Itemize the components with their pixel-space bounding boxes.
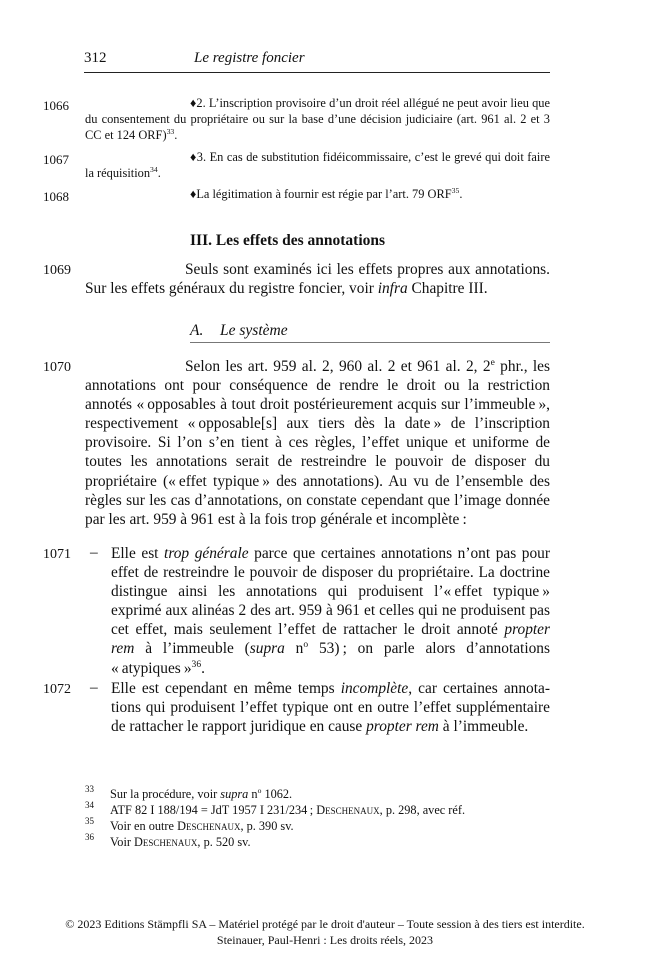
footnote-number: 36 bbox=[85, 832, 94, 842]
paragraph-1066: ♦2. L’inscription provisoire d’un droit réel allégué ne peut avoir lieu que du consentement du propriétaire ou sur la base d’une décision judiciaire (art. 961 al. 2 et 3 CC et 124 ORF)$^{33}$. bbox=[85, 96, 550, 142]
footnote-number: 33 bbox=[85, 784, 94, 794]
page-number: 312 bbox=[84, 50, 107, 66]
subsection-title: Le système bbox=[220, 322, 288, 339]
footnote-number: 35 bbox=[85, 816, 94, 826]
citation-line: Steinauer, Paul-Henri : Les droits réels, 2023 bbox=[216, 933, 434, 947]
copyright-notice: © 2023 Editions Stämpfli SA – Matériel protégé par le droit d'auteur – Toute session à des tiers est interdite. bbox=[65, 917, 585, 931]
footnote-ref-36: 36 bbox=[191, 658, 202, 670]
list-dash: – bbox=[90, 679, 98, 696]
margin-number-1071: 1071 bbox=[43, 547, 71, 562]
paragraph-1067: ♦3. En cas de substitution fidéicommissaire, c’est le grevé qui doit faire la réquisition$^{34}$. bbox=[85, 150, 550, 180]
margin-number-1072: 1072 bbox=[43, 682, 71, 697]
subsection-heading bbox=[190, 322, 550, 343]
list-dash: – bbox=[90, 544, 98, 561]
running-header bbox=[84, 50, 550, 73]
running-title: Le registre foncier bbox=[194, 50, 305, 66]
footnote-ref-33: 33 bbox=[166, 126, 175, 136]
paragraph-1068: ♦La légitimation à fournir est régie par l’art. 79 ORF$^{35}$. bbox=[190, 185, 463, 201]
footnote-number: 34 bbox=[85, 800, 94, 810]
section-heading: III. Les effets des annotations bbox=[190, 232, 386, 249]
paragraph-1070: Selon les art. 959 al. 2, 960 al. 2 et 961 al. 2, 2e phr., les annotations ont pour conséquence de rendre le droit ou la restriction annotés « opposables à tout droit postérieurement acquis sur l’immeuble », respectivement « opposable[s] aux tiers dès la date » de l’inscription provisoire. Si l’on s’en tient à ces règles, l’effet unique et uniforme de toutes les annotations serait de restreindre le pouvoir de disposer du propriétaire (« effet typique » des annotations). Au vu de l’ensemble des règles sur les cas d’annotations, on constate cependant que l’image donnée par les art. 959 à 961 est à la fois trop générale et incomplète : bbox=[85, 356, 551, 528]
list-item-1072: Elle est cependant en même temps incomplète, car certaines annotations qui produisent l’effet typique ont en outre l’effet supplémentaire de rattacher le rapport juridique en cause propter rem à l’immeuble. bbox=[111, 680, 550, 736]
margin-number-1067: 1067 bbox=[43, 152, 69, 167]
list-item-1071: Elle est trop générale parce que certaines annotations n’ont pas pour effet de restreindre le pouvoir de disposer du propriétaire. La doctrine distingue ainsi les annotations qui produisent l’« effet typique » exprimé aux alinéas 2 des art. 959 à 961 et celles qui ne produisent pas cet effet, mais seulement l’effet de rattacher le droit annoté propter rem à l’immeuble (supra $n^o$ 53) ; on parle alors d’annotations « atypiques »$^{36}$. bbox=[111, 545, 551, 677]
footnote-ref-34: 34 bbox=[150, 164, 158, 174]
subsection-letter: A. bbox=[190, 322, 204, 339]
margin-number-1068: 1068 bbox=[43, 189, 69, 204]
paragraph-1069: Seuls sont examinés ici les effets propres aux annotations. Sur les effets généraux du registre foncier, voir infra Chapitre III. bbox=[85, 261, 550, 298]
margin-number-1070: 1070 bbox=[43, 360, 71, 375]
margin-number-1066: 1066 bbox=[43, 98, 69, 113]
margin-number-1069: 1069 bbox=[43, 263, 71, 278]
footnote-ref-35: 35 bbox=[451, 185, 460, 195]
